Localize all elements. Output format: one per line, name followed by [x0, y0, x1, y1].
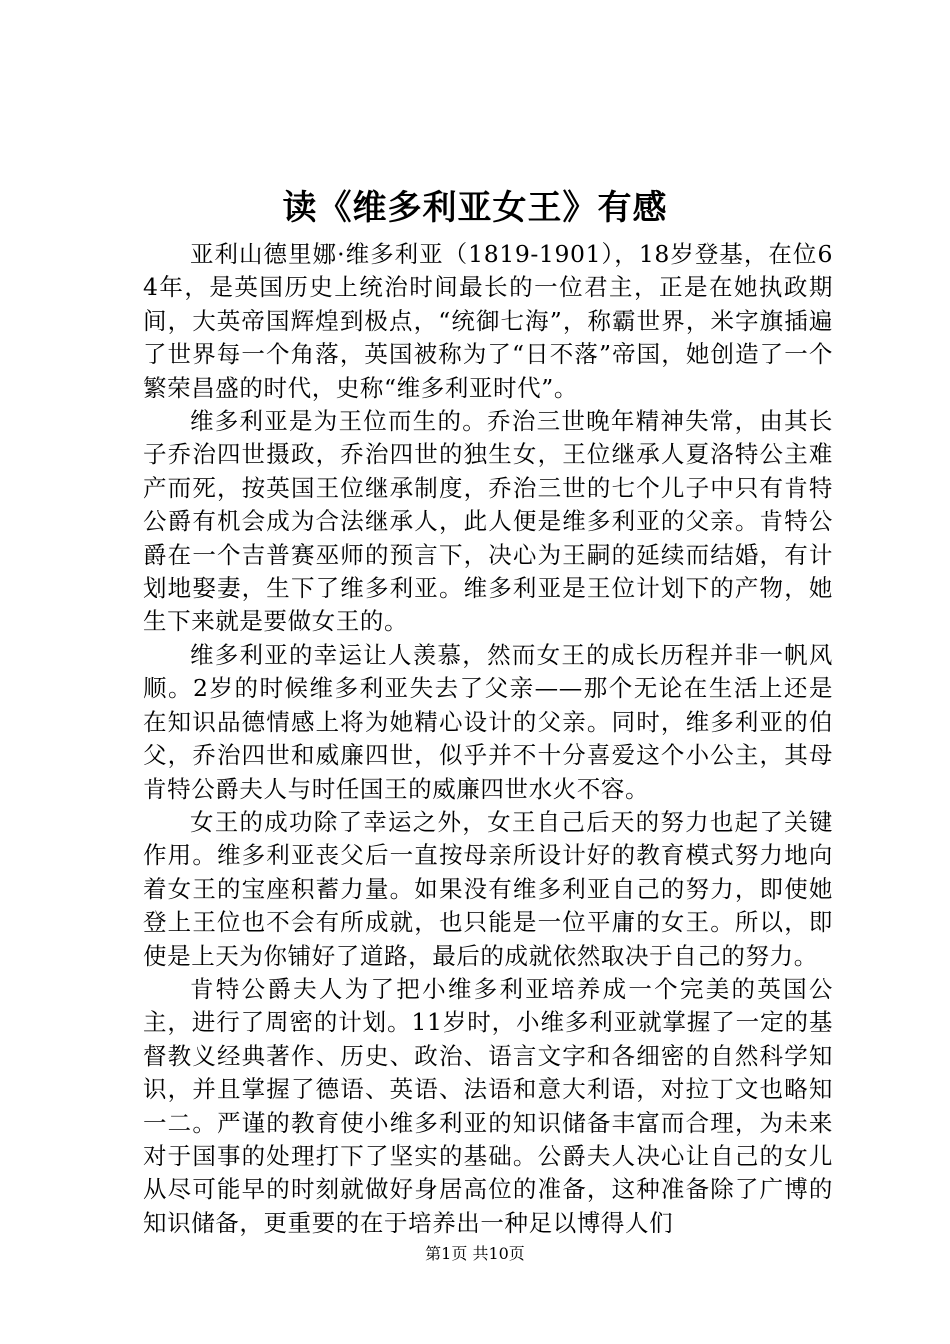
- paragraph-5: 肯特公爵夫人为了把小维多利亚培养成一个完美的英国公主，进行了周密的计划。11岁时，小维多利亚就掌握了一定的基督教义经典著作、历史、政治、语言文字和各细密的自然科学知识，并且掌握了德语、英语、法语和意大利语，对拉丁文也略知一二。严谨的教育使小维多利亚的知识储备丰富而合理，为未来对于国事的处理打下了坚实的基础。公爵夫人决心让自己的女儿从尽可能早的时刻就做好身居高位的准备，这种准备除了广博的知识储备，更重要的在于培养出一种足以博得人们: [143, 974, 833, 1237]
- document-title: 读《维多利亚女王》有感: [282, 188, 668, 228]
- paragraph-2: 维多利亚是为王位而生的。乔治三世晚年精神失常，由其长子乔治四世摄政，乔治四世的独生女，王位继承人夏洛特公主难产而死，按英国王位继承制度，乔治三世的七个儿子中只有肯特公爵有机会成为合法继承人，此人便是维多利亚的父亲。肯特公爵在一个吉普赛巫师的预言下，决心为王嗣的延续而结婚，有计划地娶妻，生下了维多利亚。维多利亚是王位计划下的产物，她生下来就是要做女王的。: [143, 407, 833, 636]
- paragraph-3: 维多利亚的幸运让人羡慕，然而女王的成长历程并非一帆风顺。2岁的时候维多利亚失去了父亲——那个无论在生活上还是在知识品德情感上将为她精心设计的父亲。同时，维多利亚的伯父，乔治四世和威廉四世，似乎并不十分喜爱这个小公主，其母肯特公爵夫人与时任国王的威廉四世水火不容。: [143, 640, 833, 803]
- paragraph-4: 女王的成功除了幸运之外，女王自己后天的努力也起了关键作用。维多利亚丧父后一直按母亲所设计好的教育模式努力地向着女王的宝座积蓄力量。如果没有维多利亚自己的努力，即使她登上王位也不会有所成就，也只能是一位平庸的女王。所以，即使是上天为你铺好了道路，最后的成就依然取决于自己的努力。: [143, 807, 833, 970]
- document-body: [143, 238, 833, 1240]
- paragraph-1: 亚利山德里娜·维多利亚（1819-1901），18岁登基，在位64年，是英国历史上统治时间最长的一位君主，正是在她执政期间，大英帝国辉煌到极点，“统御七海”，称霸世界，米字旗插遍了世界每一个角落，英国被称为了“日不落”帝国，她创造了一个繁荣昌盛的时代，史称“维多利亚时代”。: [143, 240, 833, 402]
- page-footer: 第1页 共10页: [425, 1244, 525, 1263]
